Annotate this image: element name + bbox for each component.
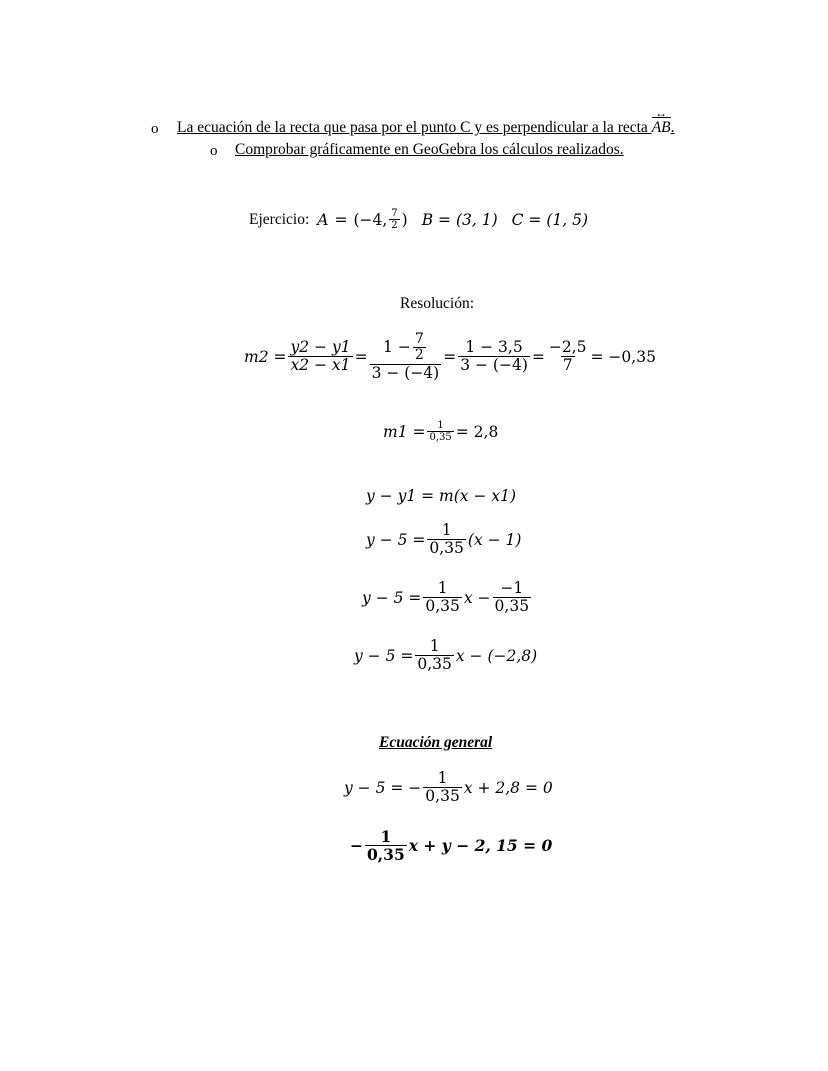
m2-fraction-1 [288, 339, 352, 374]
frac-num: 7 [391, 208, 398, 219]
frac-num: 1 [441, 521, 452, 539]
line-ab-symbol: AB ↔ [652, 119, 671, 137]
m1-equation [383, 420, 498, 443]
frac-den: 0,35 [425, 597, 460, 616]
equation-lhs: y − 5 = [366, 530, 426, 549]
equation-lhs: y − 5 = − [344, 778, 422, 797]
exercise-line [249, 208, 588, 231]
equation-fraction [415, 638, 454, 673]
bullet-marker: o [151, 121, 159, 137]
frac-den: 0,35 [429, 432, 452, 443]
bullet-item-2: Comprobar gráficamente en GeoGebra los cálculos realizados. [235, 141, 624, 158]
frac-den: 0,35 [429, 539, 464, 558]
m1-result: = 2,8 [455, 422, 499, 441]
m2-fraction-2 [370, 332, 442, 382]
frac-den: x2 − x1 [290, 356, 351, 375]
point-a-fraction [389, 208, 399, 231]
frac-num: 1 [380, 827, 392, 846]
m2-equation [244, 332, 656, 382]
equation-rhs: (x − 1) [467, 530, 522, 549]
frac-num: −1 [500, 579, 524, 597]
frac-den: 2 [414, 347, 424, 364]
frac-num: y2 − y1 [290, 338, 351, 357]
point-c: C = (1, 5) [511, 210, 588, 229]
nested-fraction [413, 332, 426, 364]
equation-fraction [423, 770, 462, 805]
general-equation-final [350, 828, 552, 863]
frac-num: 7 [414, 331, 424, 347]
equation-fraction [427, 522, 466, 557]
bullet-item-1-text: La ecuación de la recta que pasa por el punto C y es perpendicular a la recta [177, 119, 652, 136]
equation-lhs: y − 5 = [362, 588, 422, 607]
frac-den: 7 [562, 356, 573, 375]
equation-rhs: x + y − 2, 15 = 0 [408, 836, 553, 856]
m1-lhs: m1 = [383, 422, 426, 441]
equals-sign: = [531, 347, 545, 366]
general-equation-title: Ecuación general [379, 734, 493, 751]
m1-fraction [427, 420, 453, 443]
equals-sign: = [354, 347, 368, 366]
equation-step-2 [362, 580, 533, 615]
m2-lhs: m2 = [244, 347, 287, 366]
point-a-open: (−4, [353, 210, 388, 229]
equation-fraction [423, 580, 462, 615]
equation-step-1 [366, 522, 521, 557]
frac-num: 1 [437, 420, 444, 431]
m2-result: = −0,35 [590, 347, 656, 366]
point-a-name: A [317, 210, 329, 229]
equation-rhs: x − (−2,8) [455, 646, 538, 665]
frac-num [381, 332, 430, 364]
point-a-close: ) [401, 210, 408, 229]
frac-den: 0,35 [425, 787, 460, 806]
equation-lhs: y − 5 = [354, 646, 414, 665]
equals-sign: = [443, 347, 457, 366]
frac-den: 0,35 [417, 655, 452, 674]
frac-num: −2,5 [548, 338, 587, 357]
m2-fraction-4 [547, 339, 589, 374]
exercise-label: Ejercicio: [249, 210, 310, 228]
frac-den: 0,35 [367, 845, 405, 865]
bullet-item-1 [177, 119, 675, 137]
frac-den: 0,35 [494, 597, 530, 616]
frac-num: 1 − 3,5 [465, 338, 523, 357]
bullet-marker: o [210, 143, 218, 159]
bullet-item-1-end: . [670, 119, 675, 136]
m2-fraction-3 [458, 339, 530, 374]
resolution-title: Resolución: [400, 295, 475, 312]
equals-sign: = [334, 210, 348, 229]
minus-sign: − [350, 836, 363, 856]
point-slope-formula: y − y1 = m(x − x1) [366, 487, 517, 505]
frac-den: 3 − (−4) [371, 363, 440, 382]
equation-mid: x − [463, 588, 491, 607]
equation-fraction [365, 828, 407, 863]
frac-num-part: 1 − [383, 338, 411, 357]
frac-num: 1 [437, 579, 448, 597]
frac-den: 2 [391, 220, 398, 231]
equation-step-3 [354, 638, 537, 673]
frac-den: 3 − (−4) [460, 356, 528, 375]
equation-rhs: x + 2,8 = 0 [463, 778, 553, 797]
frac-num: 1 [437, 769, 448, 787]
equation-fraction-2 [493, 580, 532, 615]
general-equation-step [344, 770, 553, 805]
frac-num: 1 [429, 637, 440, 655]
point-b: B = (3, 1) [421, 210, 498, 229]
